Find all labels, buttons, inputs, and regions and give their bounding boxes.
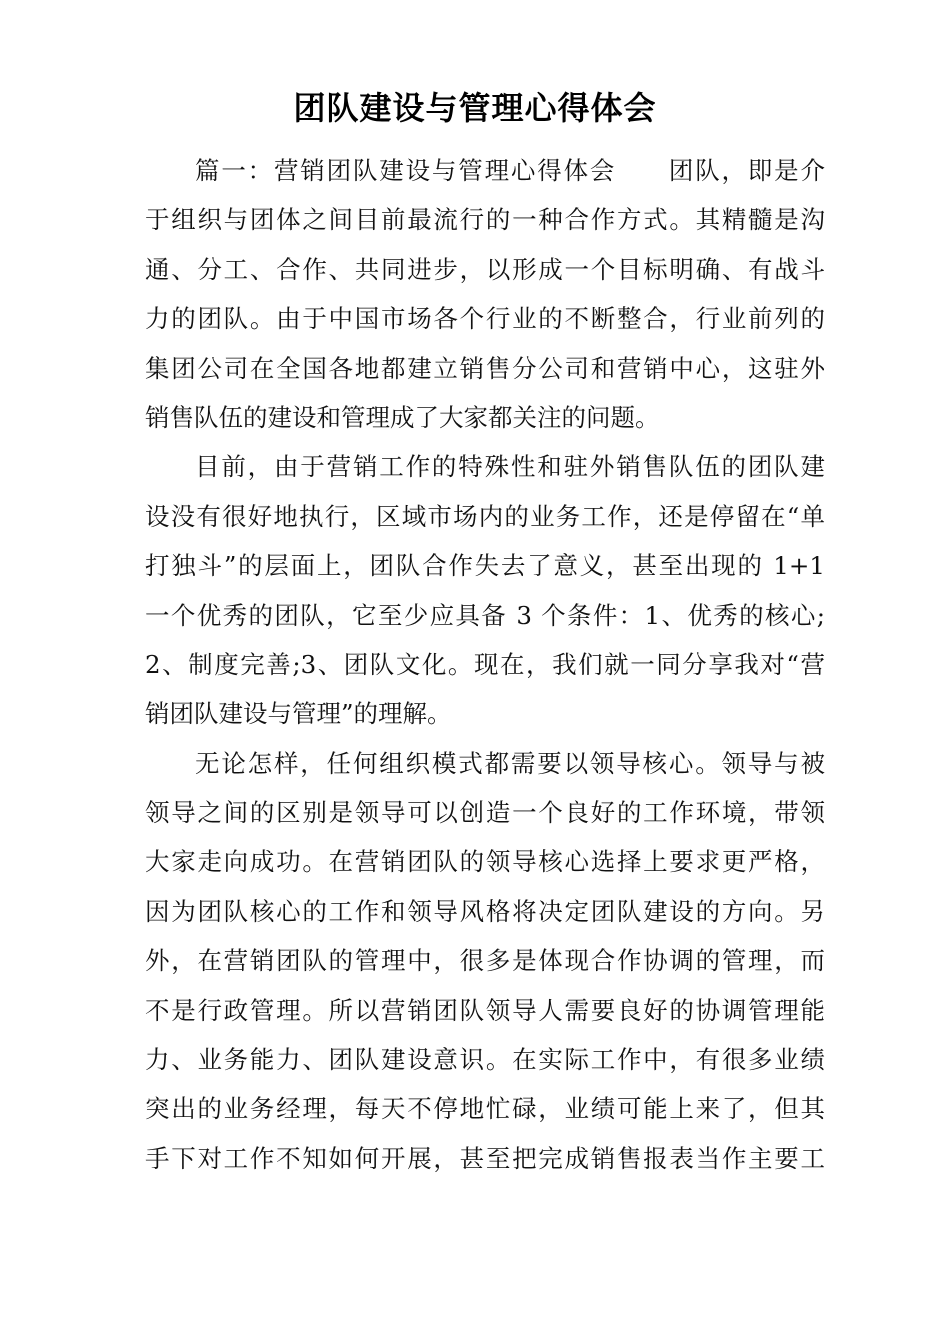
text-line: 2、制度完善;3、团队文化。现在，我们就一同分享我对“营	[145, 649, 825, 679]
text-line: 领导之间的区别是领导可以创造一个良好的工作环境，带领	[145, 798, 825, 828]
text-line: 因为团队核心的工作和领导风格将决定团队建设的方向。另	[145, 896, 825, 926]
text-line: 无论怎样，任何组织模式都需要以领导核心。领导与被	[195, 748, 825, 778]
text-line: 力的团队。由于中国市场各个行业的不断整合，行业前列的	[145, 304, 825, 334]
text-line: 设没有很好地执行，区域市场内的业务工作，还是停留在“单	[145, 501, 825, 531]
text-line: 销售队伍的建设和管理成了大家都关注的问题。	[145, 402, 660, 432]
paragraph-2	[145, 442, 825, 738]
text-line: 外，在营销团队的管理中，很多是体现合作协调的管理，而	[145, 946, 825, 976]
text-line: 通、分工、合作、共同进步，以形成一个目标明确、有战斗	[145, 254, 825, 284]
document-body	[145, 146, 825, 1183]
text-line: 集团公司在全国各地都建立销售分公司和营销中心，这驻外	[145, 353, 825, 383]
text-line: 一个优秀的团队，它至少应具备 3 个条件：1、优秀的核心;	[145, 600, 825, 630]
text-line: 手下对工作不知如何开展，甚至把完成销售报表当作主要工	[145, 1143, 825, 1173]
text-line: 大家走向成功。在营销团队的领导核心选择上要求更严格，	[145, 847, 825, 877]
text-line: 突出的业务经理，每天不停地忙碌，业绩可能上来了，但其	[145, 1094, 825, 1124]
text-line: 篇一：营销团队建设与管理心得体会 团队，即是介	[195, 156, 825, 185]
text-line: 不是行政管理。所以营销团队领导人需要良好的协调管理能	[145, 995, 825, 1025]
document-title: 团队建设与管理心得体会	[293, 89, 657, 127]
text-line: 打独斗”的层面上，团队合作失去了意义，甚至出现的 1+1	[145, 551, 825, 581]
text-line: 销团队建设与管理”的理解。	[145, 699, 452, 729]
text-line: 力、业务能力、团队建设意识。在实际工作中，有很多业绩	[145, 1045, 825, 1075]
paragraph-1	[145, 146, 825, 442]
paragraph-3	[145, 739, 825, 1184]
text-line: 目前，由于营销工作的特殊性和驻外销售队伍的团队建	[195, 452, 825, 482]
text-line: 于组织与团体之间目前最流行的一种合作方式。其精髓是沟	[145, 205, 825, 235]
